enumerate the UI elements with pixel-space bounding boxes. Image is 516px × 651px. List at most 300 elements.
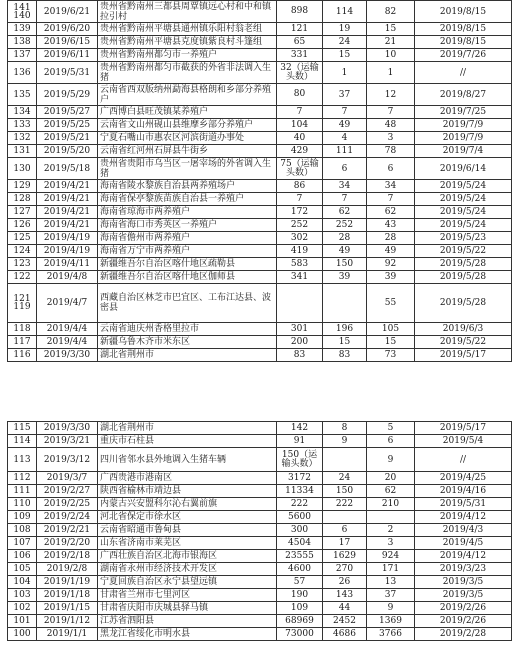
table-row [8,284,512,323]
table-row [8,435,512,448]
infected-count-cell: 222 [323,498,367,511]
outbreak-region-cell: 陕西省榆林市靖边县 [98,485,277,498]
pig-count-cell: 57 [277,576,323,589]
row-number-cell: 131 [8,145,37,158]
dead-count-cell: 210 [367,498,415,511]
infected-count-cell: 34 [323,180,367,193]
table-row [8,119,512,132]
lift-date-cell: 2019/5/24 [415,219,512,232]
row-number-cell: 106 [8,550,37,563]
outbreak-region-cell: 贵州省黔南州三都县周覃镇远心村和中和镇拉引村 [98,1,277,23]
dead-count-cell: 62 [367,485,415,498]
outbreak-date-cell: 2019/3/30 [37,349,98,362]
outbreak-date-cell: 2019/4/21 [37,193,98,206]
lift-date-cell: 2019/4/25 [415,472,512,485]
lift-date-cell: 2019/4/12 [415,550,512,563]
dead-count-cell: 3766 [367,628,415,641]
row-number-cell: 118 [8,323,37,336]
dead-count-cell [367,511,415,524]
outbreak-date-cell: 2019/4/7 [37,284,98,323]
table-row [8,589,512,602]
outbreak-date-cell: 2019/4/21 [37,206,98,219]
outbreak-region-cell: 甘肃省兰州市七里河区 [98,589,277,602]
infected-count-cell: 39 [323,271,367,284]
row-number-cell: 132 [8,132,37,145]
lift-date-cell: 2019/8/15 [415,36,512,49]
lift-date-cell: 2019/4/16 [415,485,512,498]
row-number-cell: 114 [8,435,37,448]
row-number-extra: 141 [13,2,31,13]
lift-date-cell: 2019/8/15 [415,1,512,23]
table-row [8,550,512,563]
outbreak-date-cell: 2019/4/21 [37,180,98,193]
pig-count-cell: 40 [277,132,323,145]
outbreak-region-cell: 山东省济南市莱芜区 [98,537,277,550]
pig-count-cell: 91 [277,435,323,448]
pig-count-cell: 300 [277,524,323,537]
dead-count-cell: 1369 [367,615,415,628]
outbreak-region-cell: 宁夏回族自治区永宁县望远镇 [98,576,277,589]
table-row [8,132,512,145]
infected-count-cell: 270 [323,563,367,576]
pig-count-cell: 142 [277,422,323,435]
outbreak-date-cell: 2019/2/8 [37,563,98,576]
pig-count-cell: 4600 [277,563,323,576]
row-number-cell: 135 [8,84,37,106]
row-number-cell: 109 [8,511,37,524]
dead-count-cell: 12 [367,84,415,106]
lift-date-cell: 2019/2/26 [415,602,512,615]
row-number-cell: 105 [8,563,37,576]
infected-count-cell: 44 [323,602,367,615]
outbreak-region-cell: 云南省西双版纳州勐海县格朗和乡部分养殖户 [98,84,277,106]
outbreak-region-cell: 广西壮族自治区北海市银海区 [98,550,277,563]
outbreak-region-cell: 四川省邻水县外地调入生猪车辆 [98,448,277,472]
table-row [8,602,512,615]
table-row [8,1,512,23]
outbreak-region-cell: 黑龙江省绥化市明水县 [98,628,277,641]
outbreak-date-cell: 2019/2/24 [37,511,98,524]
lift-date-cell: 2019/2/26 [415,615,512,628]
table-row [8,206,512,219]
outbreak-region-cell: 云南省红河州石屏县牛街乡 [98,145,277,158]
outbreak-table-bottom [7,421,512,641]
table-row [8,258,512,271]
infected-count-cell: 26 [323,576,367,589]
lift-date-cell: 2019/7/25 [415,106,512,119]
lift-date-cell: 2019/6/3 [415,323,512,336]
lift-date-cell: 2019/7/26 [415,49,512,62]
infected-count-cell: 6 [323,158,367,180]
lift-date-cell: 2019/2/28 [415,628,512,641]
lift-date-cell: 2019/4/5 [415,537,512,550]
pig-count-cell: 104 [277,119,323,132]
outbreak-region-cell: 贵州省黔南州都匀市截获的外省非法调入生猪 [98,62,277,84]
outbreak-region-cell: 宁夏石嘴山市惠农区河滨街道办事处 [98,132,277,145]
lift-date-cell: 2019/3/5 [415,576,512,589]
lift-date-cell: 2019/7/9 [415,132,512,145]
infected-count-cell: 7 [323,106,367,119]
infected-count-cell: 49 [323,245,367,258]
infected-count-cell: 150 [323,258,367,271]
table-row [8,349,512,362]
row-number-cell: 117 [8,336,37,349]
dead-count-cell: 6 [367,435,415,448]
dead-count-cell: 15 [367,336,415,349]
dead-count-cell: 43 [367,219,415,232]
row-number-cell: 134 [8,106,37,119]
outbreak-date-cell: 2019/1/12 [37,615,98,628]
row-number: 140 [13,10,31,21]
outbreak-region-cell: 新疆乌鲁木齐市米东区 [98,336,277,349]
table-row [8,219,512,232]
dead-count-cell: 7 [367,106,415,119]
pig-count-cell: 5600 [277,511,323,524]
row-number-cell: 133 [8,119,37,132]
infected-count-cell: 17 [323,537,367,550]
pig-count-cell: 7 [277,193,323,206]
lift-date-cell: 2019/7/9 [415,119,512,132]
pig-count-cell: 200 [277,336,323,349]
pig-count-cell [277,284,323,323]
table-row [8,106,512,119]
outbreak-region-cell: 海南省保亭黎族苗族自治县一养殖户 [98,193,277,206]
lift-date-cell: 2019/8/27 [415,84,512,106]
dead-count-cell: 20 [367,472,415,485]
pig-count-cell: 252 [277,219,323,232]
row-number-cell: 112 [8,472,37,485]
infected-count-cell: 8 [323,422,367,435]
pig-count-cell: 11334 [277,485,323,498]
row-number-cell [8,284,37,323]
table-row [8,180,512,193]
pig-count-cell: 73000 [277,628,323,641]
outbreak-date-cell: 2019/6/21 [37,1,98,23]
outbreak-date-cell: 2019/4/11 [37,258,98,271]
outbreak-region-cell: 云南省昭通市鲁甸县 [98,524,277,537]
outbreak-date-cell: 2019/3/21 [37,435,98,448]
outbreak-region-cell: 湖北省荆州市 [98,349,277,362]
infected-count-cell: 111 [323,145,367,158]
row-number-cell: 107 [8,537,37,550]
table-row [8,158,512,180]
outbreak-date-cell: 2019/2/21 [37,524,98,537]
infected-count-cell: 28 [323,232,367,245]
dead-count-cell: 15 [367,23,415,36]
outbreak-date-cell: 2019/3/12 [37,448,98,472]
outbreak-date-cell: 2019/2/20 [37,537,98,550]
dead-count-cell: 10 [367,49,415,62]
lift-date-cell: 2019/5/22 [415,336,512,349]
infected-count-cell: 19 [323,23,367,36]
outbreak-table-top [7,0,512,362]
dead-count-cell: 28 [367,232,415,245]
dead-count-cell: 3 [367,132,415,145]
table-row [8,193,512,206]
pig-count-cell: 121 [277,23,323,36]
row-number-cell: 136 [8,62,37,84]
table-row [8,615,512,628]
table-row [8,49,512,62]
row-number-cell: 103 [8,589,37,602]
table-row [8,271,512,284]
row-number-cell: 137 [8,49,37,62]
outbreak-region-cell: 海南省海口市秀英区一养殖户 [98,219,277,232]
outbreak-region-cell: 贵州省黔南州平塘县通州镇乐阳村翁老组 [98,23,277,36]
row-number-cell: 102 [8,602,37,615]
pig-count-cell: 172 [277,206,323,219]
dead-count-cell: 92 [367,258,415,271]
row-number-cell: 126 [8,219,37,232]
dead-count-cell: 7 [367,193,415,206]
infected-count-cell: 24 [323,36,367,49]
table-body-bottom [8,422,512,641]
pig-count-cell: 80 [277,84,323,106]
row-number-cell: 123 [8,258,37,271]
table-row [8,448,512,472]
outbreak-region-cell: 湖南省永州市经济技术开发区 [98,563,277,576]
outbreak-date-cell: 2019/5/21 [37,132,98,145]
table-row [8,36,512,49]
lift-date-cell: 2019/5/31 [415,498,512,511]
pig-count-cell: 419 [277,245,323,258]
pig-count-cell: 190 [277,589,323,602]
dead-count-cell: 37 [367,589,415,602]
table-row [8,145,512,158]
outbreak-date-cell: 2019/4/19 [37,232,98,245]
table-row [8,323,512,336]
outbreak-region-cell: 云南省文山州砚山县维摩乡部分养殖户 [98,119,277,132]
outbreak-region-cell: 海南省陵水黎族自治县两养殖场户 [98,180,277,193]
dead-count-cell: 6 [367,158,415,180]
outbreak-region-cell: 广西贵港市港南区 [98,472,277,485]
infected-count-cell: 6 [323,524,367,537]
row-number-cell: 124 [8,245,37,258]
dead-count-cell: 9 [367,448,415,472]
lift-date-cell: // [415,448,512,472]
lift-date-cell: 2019/3/5 [415,589,512,602]
lift-date-cell: 2019/7/4 [415,145,512,158]
outbreak-region-cell: 重庆市石柱县 [98,435,277,448]
pig-count-cell: 86 [277,180,323,193]
outbreak-date-cell: 2019/1/18 [37,589,98,602]
row-number-cell: 138 [8,36,37,49]
infected-count-cell: 4 [323,132,367,145]
row-number: 121 [13,294,31,304]
dead-count-cell: 1 [367,62,415,84]
row-number-cell: 125 [8,232,37,245]
infected-count-cell: 143 [323,589,367,602]
outbreak-region-cell: 湖北省荆州市 [98,422,277,435]
dead-count-cell: 82 [367,1,415,23]
infected-count-cell: 150 [323,485,367,498]
dead-count-cell: 21 [367,36,415,49]
lift-date-cell: 2019/5/28 [415,258,512,271]
row-number-extra: 119 [13,302,31,312]
lift-date-cell: 2019/5/4 [415,435,512,448]
table-row [8,422,512,435]
outbreak-date-cell: 2019/6/11 [37,49,98,62]
pig-count-cell: 222 [277,498,323,511]
row-number-cell: 108 [8,524,37,537]
table-row [8,336,512,349]
infected-count-cell: 1 [323,62,367,84]
row-number-cell: 100 [8,628,37,641]
outbreak-region-cell: 海南省儋州市两养殖户 [98,232,277,245]
dead-count-cell: 55 [367,284,415,323]
dead-count-cell: 2 [367,524,415,537]
row-number-cell: 104 [8,576,37,589]
table-row [8,84,512,106]
lift-date-cell: 2019/5/23 [415,232,512,245]
pig-count-cell: 341 [277,271,323,284]
pig-count-cell: 150（运输头数） [277,448,323,472]
table-row [8,245,512,258]
table-row [8,232,512,245]
outbreak-region-cell: 贵州省贵阳市乌当区一屠宰场的外省调入生猪 [98,158,277,180]
pig-count-cell: 68969 [277,615,323,628]
pig-count-cell: 429 [277,145,323,158]
lift-date-cell: 2019/5/17 [415,349,512,362]
outbreak-region-cell: 西藏自治区林芝市巴宜区、工布江达县、波密县 [98,284,277,323]
infected-count-cell: 15 [323,336,367,349]
outbreak-region-cell: 云南省迪庆州香格里拉市 [98,323,277,336]
outbreak-region-cell: 河北省保定市徐水区 [98,511,277,524]
pig-count-cell: 331 [277,49,323,62]
outbreak-region-cell: 贵州省黔南州都匀市一养殖户 [98,49,277,62]
lift-date-cell: 2019/4/3 [415,524,512,537]
outbreak-region-cell: 新疆维吾尔自治区喀什地区伽师县 [98,271,277,284]
outbreak-region-cell: 贵州省黔南州平塘县克度镇紫良村斗篷组 [98,36,277,49]
table-row [8,511,512,524]
dead-count-cell: 34 [367,180,415,193]
lift-date-cell: 2019/5/17 [415,422,512,435]
table-row [8,498,512,511]
outbreak-region-cell: 广西博白县旺茂镇某养殖户 [98,106,277,119]
dead-count-cell: 48 [367,119,415,132]
outbreak-date-cell: 2019/4/4 [37,336,98,349]
infected-count-cell: 114 [323,1,367,23]
outbreak-date-cell: 2019/5/29 [37,84,98,106]
infected-count-cell [323,448,367,472]
dead-count-cell: 3 [367,537,415,550]
table-row [8,485,512,498]
outbreak-region-cell: 海南省琼海市两养殖户 [98,206,277,219]
infected-count-cell: 252 [323,219,367,232]
outbreak-date-cell: 2019/2/25 [37,498,98,511]
outbreak-date-cell: 2019/5/20 [37,145,98,158]
table-row [8,62,512,84]
outbreak-date-cell: 2019/5/27 [37,106,98,119]
table-row [8,537,512,550]
dead-count-cell: 924 [367,550,415,563]
infected-count-cell: 37 [323,84,367,106]
table-row [8,628,512,641]
outbreak-date-cell: 2019/6/20 [37,23,98,36]
outbreak-date-cell: 2019/6/15 [37,36,98,49]
infected-count-cell: 62 [323,206,367,219]
outbreak-date-cell: 2019/4/8 [37,271,98,284]
row-number-cell: 115 [8,422,37,435]
row-number-cell: 122 [8,271,37,284]
outbreak-region-cell: 内蒙古兴安盟科尔沁右翼前旗 [98,498,277,511]
pig-count-cell: 65 [277,36,323,49]
infected-count-cell: 196 [323,323,367,336]
pig-count-cell: 32（运输头数） [277,62,323,84]
outbreak-date-cell: 2019/5/18 [37,158,98,180]
table-row [8,23,512,36]
table-body-top [8,1,512,362]
lift-date-cell: 2019/5/24 [415,193,512,206]
pig-count-cell: 23555 [277,550,323,563]
row-number-cell: 116 [8,349,37,362]
outbreak-date-cell: 2019/5/31 [37,62,98,84]
outbreak-date-cell: 2019/3/30 [37,422,98,435]
row-number-cell: 101 [8,615,37,628]
infected-count-cell: 83 [323,349,367,362]
row-number-cell: 129 [8,180,37,193]
dead-count-cell: 78 [367,145,415,158]
lift-date-cell: 2019/5/24 [415,180,512,193]
lift-date-cell: 2019/6/14 [415,158,512,180]
lift-date-cell: 2019/5/28 [415,271,512,284]
outbreak-region-cell: 甘肃省庆阳市庆城县驿马镇 [98,602,277,615]
infected-count-cell: 24 [323,472,367,485]
pig-count-cell: 301 [277,323,323,336]
lift-date-cell: 2019/5/24 [415,206,512,219]
lift-date-cell: // [415,62,512,84]
pig-count-cell: 3172 [277,472,323,485]
row-number-cell: 127 [8,206,37,219]
pig-count-cell: 7 [277,106,323,119]
pig-count-cell: 4504 [277,537,323,550]
outbreak-date-cell: 2019/2/27 [37,485,98,498]
outbreak-date-cell: 2019/5/25 [37,119,98,132]
infected-count-cell: 1629 [323,550,367,563]
outbreak-region-cell: 新疆维吾尔自治区喀什地区疏勒县 [98,258,277,271]
table-row [8,524,512,537]
row-number-cell: 139 [8,23,37,36]
dead-count-cell: 9 [367,602,415,615]
infected-count-cell: 49 [323,119,367,132]
outbreak-date-cell: 2019/1/1 [37,628,98,641]
pig-count-cell: 583 [277,258,323,271]
outbreak-date-cell: 2019/3/7 [37,472,98,485]
outbreak-region-cell: 海南省万宁市两养殖户 [98,245,277,258]
dead-count-cell: 171 [367,563,415,576]
row-number-cell: 128 [8,193,37,206]
infected-count-cell [323,511,367,524]
dead-count-cell: 5 [367,422,415,435]
pig-count-cell: 302 [277,232,323,245]
row-number-cell: 113 [8,448,37,472]
dead-count-cell: 105 [367,323,415,336]
table-row [8,576,512,589]
dead-count-cell: 13 [367,576,415,589]
infected-count-cell: 4686 [323,628,367,641]
row-number-cell [8,1,37,23]
dead-count-cell: 39 [367,271,415,284]
lift-date-cell: 2019/4/12 [415,511,512,524]
lift-date-cell: 2019/5/28 [415,284,512,323]
outbreak-date-cell: 2019/4/21 [37,219,98,232]
dead-count-cell: 73 [367,349,415,362]
table-row [8,472,512,485]
table-row [8,563,512,576]
infected-count-cell [323,284,367,323]
row-number-cell: 130 [8,158,37,180]
outbreak-date-cell: 2019/4/19 [37,245,98,258]
